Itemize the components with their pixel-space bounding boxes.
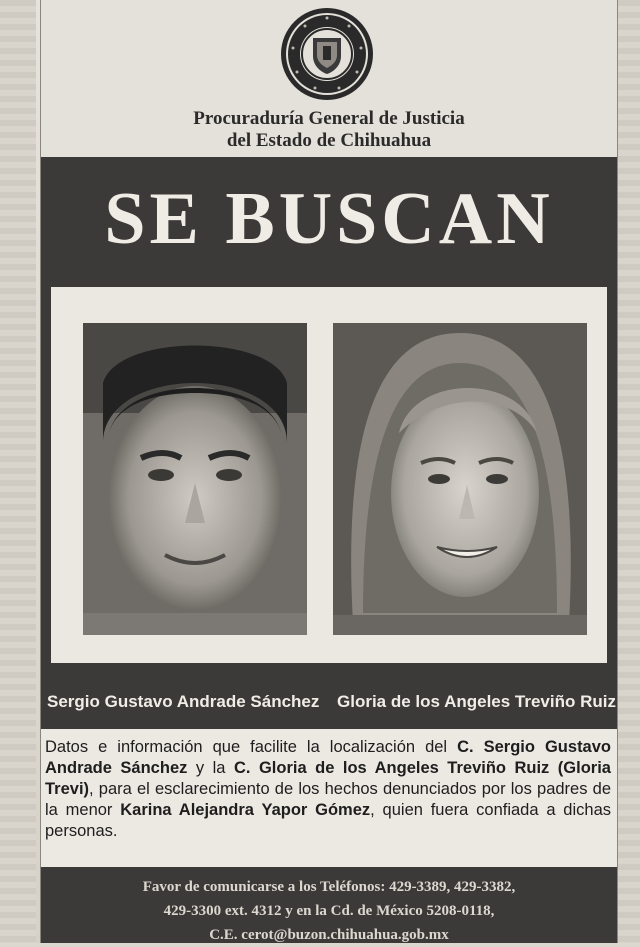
headline: SE BUSCAN <box>104 178 554 260</box>
description-part: , para el esclarecimiento de los hechos denunciados por los padres de la menor <box>45 780 611 819</box>
contact-line-3: C.E. cerot@buzon.chihuahua.gob.mx <box>209 927 449 943</box>
photo-panel-inner <box>51 287 607 663</box>
adjacent-column-right <box>616 0 640 943</box>
description-part: y la <box>187 759 234 777</box>
photo-man <box>83 323 307 635</box>
adjacent-column-left <box>0 0 36 943</box>
agency-name-line1: Procuraduría General de Justicia <box>193 108 465 129</box>
description-part: Datos e información que facilite la localización del <box>45 738 458 756</box>
description-bold: C. Gloria de los Angeles Treviño Ruiz (Gloria Trevi) <box>45 759 611 798</box>
description-bold: Karina Alejandra Yapor Gómez <box>120 801 371 819</box>
wanted-advertisement <box>40 0 618 943</box>
photo-panel <box>41 277 617 677</box>
description-text <box>45 737 611 842</box>
person-name-2: Gloria de los Angeles Treviño Ruiz <box>337 692 616 711</box>
agency-name <box>41 108 617 152</box>
names-bar <box>41 677 617 729</box>
description-box <box>41 729 617 867</box>
description-part: , quien fuera confiada a dichas personas. <box>45 801 612 840</box>
photo-woman <box>333 323 587 635</box>
agency-seal-icon <box>279 6 375 102</box>
contact-footer <box>41 867 617 943</box>
person-name-1: Sergio Gustavo Andrade Sánchez <box>47 692 320 711</box>
description-bold: C. Sergio Gustavo Andrade Sánchez <box>45 738 611 777</box>
contact-line-2: 429-3300 ext. 4312 y en la Cd. de México 5208-0118, <box>163 903 495 919</box>
headline-banner <box>41 157 617 277</box>
agency-name-line2: del Estado de Chihuahua <box>226 130 432 151</box>
contact-line-1: Favor de comunicarse a los Teléfonos: 429-3389, 429-3382, <box>142 879 516 895</box>
